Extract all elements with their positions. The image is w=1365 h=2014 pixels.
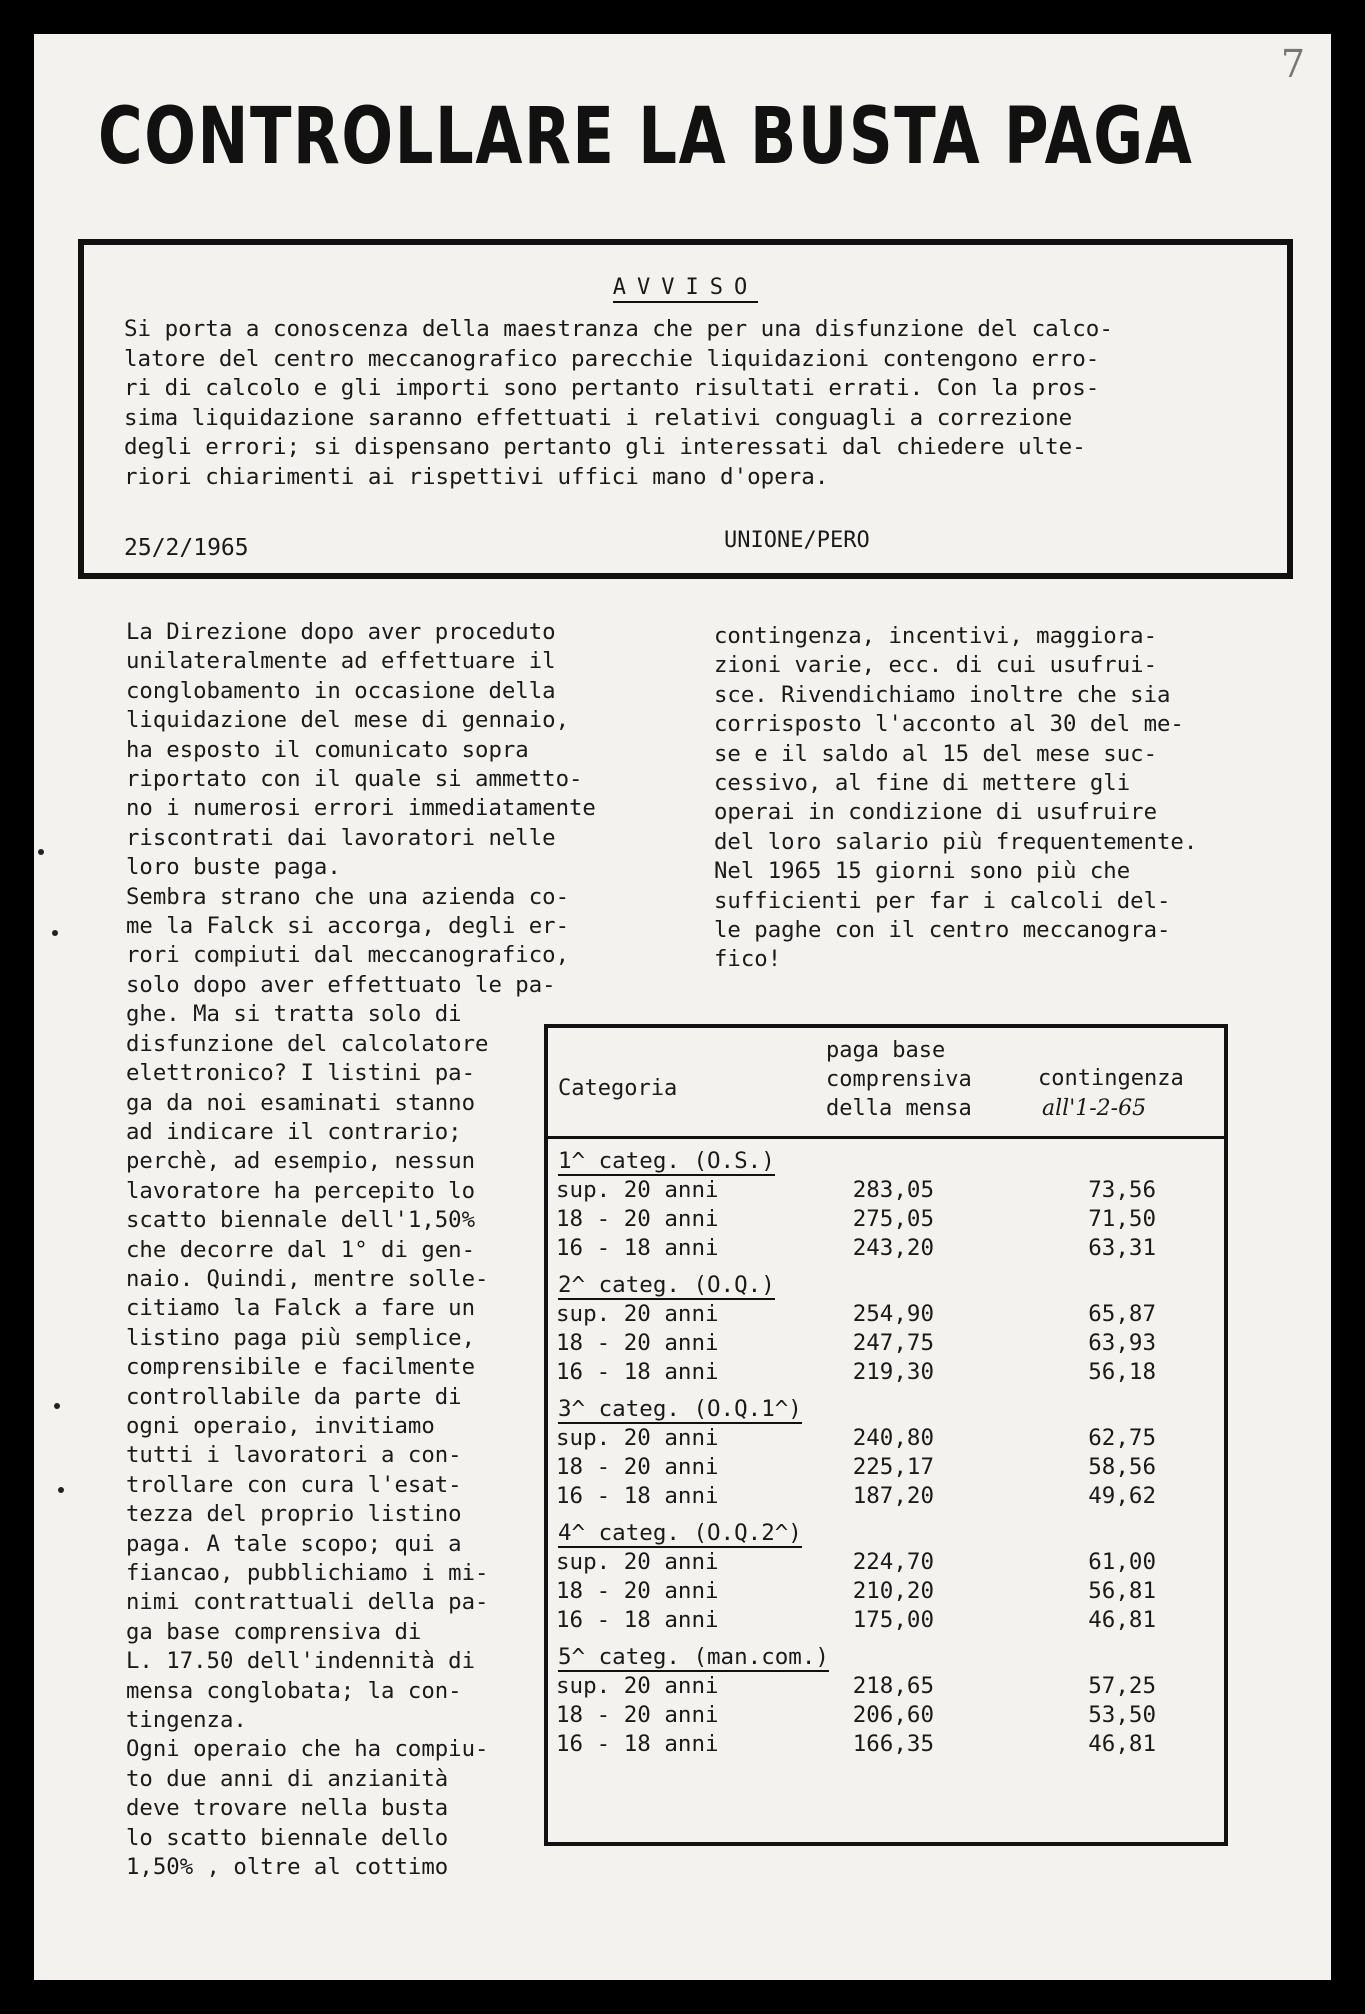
notice-line: ri di calcolo e gli importi sono pertanto risultati errati. Con la pros- [124,375,1100,401]
document-page [34,34,1331,1980]
notice-heading-text: AVVISO [613,275,758,303]
right-column-lines-line: cessivo, al fine di mettere gli [714,770,1131,797]
right-column-lines-line: Nel 1965 15 giorni sono più che [714,858,1131,885]
table-row [548,1205,1224,1234]
left-column-lines-line: no i numerosi errori immediatamente [126,795,596,822]
left-column-lines-line: tutti i lavoratori a con- [126,1442,462,1469]
age-cell: 16 - 18 anni [556,1607,719,1633]
contingenza-cell: 58,56 [1088,1454,1156,1480]
age-cell: 16 - 18 anni [556,1359,719,1385]
left-column-lines-line: citiamo la Falck a fare un [126,1295,476,1322]
paga-base-cell: 218,65 [852,1673,934,1699]
age-cell: 18 - 20 anni [556,1206,719,1232]
left-column-lines-line: listino paga più semplice, [126,1324,476,1351]
category-title [548,1270,1224,1300]
notice-line: sima liquidazione saranno effettuati i relativi conguagli a correzione [124,404,1073,431]
category-title-text: 4^ categ. (O.Q.2^) [558,1520,802,1546]
table-row [548,1234,1224,1263]
table-header [548,1028,1224,1139]
table-row [548,1300,1224,1329]
age-cell: sup. 20 anni [556,1549,719,1575]
age-cell: 16 - 18 anni [556,1235,719,1261]
right-column-lines-line: zioni varie, ecc. di cui usufrui- [714,652,1157,679]
contingenza-cell: 65,87 [1088,1301,1156,1327]
left-column-text [126,618,596,1882]
category-title [548,1518,1224,1548]
paga-base-cell: 175,00 [852,1607,934,1633]
left-column-lines-line: che decorre dal 1° di gen- [126,1236,476,1263]
category-title [548,1394,1224,1424]
contingenza-cell: 73,56 [1088,1177,1156,1203]
left-column-lines-line: Sembra strano che una azienda co- [126,883,569,910]
left-column-lines-line: ad indicare il contrario; [126,1118,462,1145]
notice-box [78,239,1293,579]
left-column-lines-line: comprensibile e facilmente [126,1354,476,1381]
category-group [548,1270,1224,1387]
left-column-lines-line: Ogni operaio che ha compiu- [126,1736,489,1763]
right-column-lines-line: fico! [714,946,782,973]
notice-signature: UNIONE/PERO [724,528,870,553]
left-column-lines-line: 1,50% , oltre al cottimo [126,1854,449,1881]
left-column-lines-line: mensa conglobata; la con- [126,1677,462,1704]
paga-base-cell: 206,60 [852,1702,934,1728]
category-title-text: 5^ categ. (man.com.) [558,1644,829,1670]
right-column-lines-line: se e il saldo al 15 del mese suc- [714,740,1157,767]
age-cell: 16 - 18 anni [556,1731,719,1757]
contingenza-cell: 56,18 [1088,1359,1156,1385]
margin-dot [58,1487,64,1493]
table-row [548,1176,1224,1205]
category-title-text: 2^ categ. (O.Q.) [558,1272,775,1298]
age-cell: 18 - 20 anni [556,1578,719,1604]
right-column-lines-line: le paghe con il centro meccanogra- [714,917,1171,944]
category-group [548,1394,1224,1511]
table-body [548,1146,1224,1766]
headline: CONTROLLARE LA BUSTA PAGA [98,92,1194,182]
margin-dot [52,930,58,936]
page-number: 7 [1280,42,1305,86]
left-column-lines-line: scatto biennale dell'1,50% [126,1207,476,1234]
table-row [548,1672,1224,1701]
left-column-lines-line: naio. Quindi, mentre solle- [126,1265,489,1292]
header-paga-base: paga base comprensiva della mensa [826,1038,972,1121]
notice-line: Si porta a conoscenza della maestranza che per una disfunzione del calco- [124,316,1113,342]
contingenza-cell: 49,62 [1088,1483,1156,1509]
age-cell: sup. 20 anni [556,1425,719,1451]
left-column-lines-line: rori compiuti dal meccanografico, [126,942,569,969]
left-column-lines-line: tingenza. [126,1707,247,1734]
left-column-lines-line: ha esposto il comunicato sopra [126,736,529,763]
left-column-lines-line: fiancao, pubblichiamo i mi- [126,1560,489,1586]
right-column-lines-line: sce. Rivendichiamo inoltre che sia [714,681,1171,708]
paga-base-cell: 243,20 [852,1235,934,1261]
left-column-lines-line: nimi contrattuali della pa- [126,1589,489,1616]
table-row [548,1329,1224,1358]
paga-base-cell: 187,20 [852,1483,934,1509]
left-column-lines-line: paga. A tale scopo; qui a [126,1530,462,1557]
age-cell: 18 - 20 anni [556,1454,719,1480]
paga-base-cell: 224,70 [852,1549,934,1575]
right-column-lines-line: contingenza, incentivi, maggiora- [714,623,1157,649]
notice-heading [84,275,1287,300]
category-title [548,1146,1224,1176]
left-column-lines-line: ga da noi esaminati stanno [126,1089,476,1116]
left-column-lines-line: tezza del proprio listino [126,1501,462,1528]
left-column-lines-line: La Direzione dopo aver proceduto [126,619,556,645]
contingenza-cell: 56,81 [1088,1578,1156,1604]
table-row [548,1424,1224,1453]
contingenza-cell: 61,00 [1088,1549,1156,1575]
left-column-lines-line: elettronico? I listini pa- [126,1060,476,1087]
paga-base-cell: 210,20 [852,1578,934,1604]
left-column-lines-line: conglobamento in occasione della [126,677,556,704]
right-column-text [714,622,1197,975]
age-cell: 18 - 20 anni [556,1330,719,1356]
category-group [548,1642,1224,1759]
contingenza-cell: 63,31 [1088,1235,1156,1261]
paga-base-cell: 225,17 [852,1454,934,1480]
category-title [548,1642,1224,1672]
paga-base-cell: 247,75 [852,1330,934,1356]
contingenza-cell: 53,50 [1088,1702,1156,1728]
notice-line: latore del centro meccanografico parecchie liquidazioni contengono erro- [124,345,1100,372]
wage-table [544,1024,1228,1846]
left-column-lines-line: ga base comprensiva di [126,1618,422,1645]
notice-line: riori chiarimenti ai rispettivi uffici mano d'opera. [124,463,829,490]
contingenza-cell: 62,75 [1088,1425,1156,1451]
header-contingenza-date: all'1-2-65 [1042,1096,1147,1121]
left-column-lines-line: to due anni di anzianità [126,1765,449,1792]
category-title-text: 1^ categ. (O.S.) [558,1148,775,1174]
left-column-lines-line: loro buste paga. [126,854,341,881]
paga-base-cell: 240,80 [852,1425,934,1451]
table-row [548,1358,1224,1387]
left-column-lines-line: lo scatto biennale dello [126,1824,449,1851]
table-row [548,1548,1224,1577]
margin-dot [54,1403,60,1409]
left-column-lines-line: controllabile da parte di [126,1383,462,1410]
left-column-lines-line: ogni operaio, invitiamo [126,1412,435,1439]
age-cell: sup. 20 anni [556,1673,719,1699]
right-column-lines-line: del loro salario più frequentemente. [714,828,1198,855]
age-cell: 16 - 18 anni [556,1483,719,1509]
contingenza-cell: 63,93 [1088,1330,1156,1356]
table-row [548,1701,1224,1730]
paga-base-cell: 166,35 [852,1731,934,1757]
left-column-lines-line: perchè, ad esempio, nessun [126,1148,476,1175]
left-column-lines-line: L. 17.50 dell'indennità di [126,1648,476,1675]
table-row [548,1577,1224,1606]
age-cell: sup. 20 anni [556,1301,719,1327]
left-column-lines-line: disfunzione del calcolatore [126,1030,489,1057]
paga-base-cell: 275,05 [852,1206,934,1232]
left-column-lines-line: solo dopo aver effettuato le pa- [126,971,556,998]
left-column-lines-line: lavoratore ha percepito lo [126,1177,476,1204]
notice-body [124,315,1274,492]
header-contingenza: contingenza [1038,1066,1184,1091]
age-cell: sup. 20 anni [556,1177,719,1203]
paga-base-cell: 283,05 [852,1177,934,1203]
left-column-lines-line: trollare con cura l'esat- [126,1471,462,1498]
right-column-lines-line: operai in condizione di usufruire [714,799,1157,826]
contingenza-cell: 71,50 [1088,1206,1156,1232]
paga-base-cell: 219,30 [852,1359,934,1385]
table-row [548,1453,1224,1482]
paga-base-cell: 254,90 [852,1301,934,1327]
left-column-lines-line: me la Falck si accorga, degli er- [126,913,569,940]
category-group [548,1146,1224,1263]
category-group [548,1518,1224,1635]
right-column-lines-line: corrisposto l'acconto al 30 del me- [714,711,1184,738]
notice-date: 25/2/1965 [124,535,249,561]
table-row [548,1606,1224,1635]
left-column-lines-line: ghe. Ma si tratta solo di [126,1001,462,1028]
table-row [548,1482,1224,1511]
table-row [548,1730,1224,1759]
margin-dot [38,849,44,855]
age-cell: 18 - 20 anni [556,1702,719,1728]
right-column-lines-line: sufficienti per far i calcoli del- [714,887,1171,914]
contingenza-cell: 46,81 [1088,1731,1156,1757]
left-column-lines-line: deve trovare nella busta [126,1795,449,1822]
category-title-text: 3^ categ. (O.Q.1^) [558,1396,802,1422]
left-column-lines-line: liquidazione del mese di gennaio, [126,707,569,734]
contingenza-cell: 46,81 [1088,1607,1156,1633]
header-categoria: Categoria [558,1076,678,1101]
notice-line: degli errori; si dispensano pertanto gli interessati dal chiedere ulte- [124,434,1086,460]
left-column-lines-line: riportato con il quale si ammetto- [126,766,583,793]
left-column-lines-line: riscontrati dai lavoratori nelle [126,824,556,851]
left-column-lines-line: unilateralmente ad effettuare il [126,648,556,675]
contingenza-cell: 57,25 [1088,1673,1156,1699]
